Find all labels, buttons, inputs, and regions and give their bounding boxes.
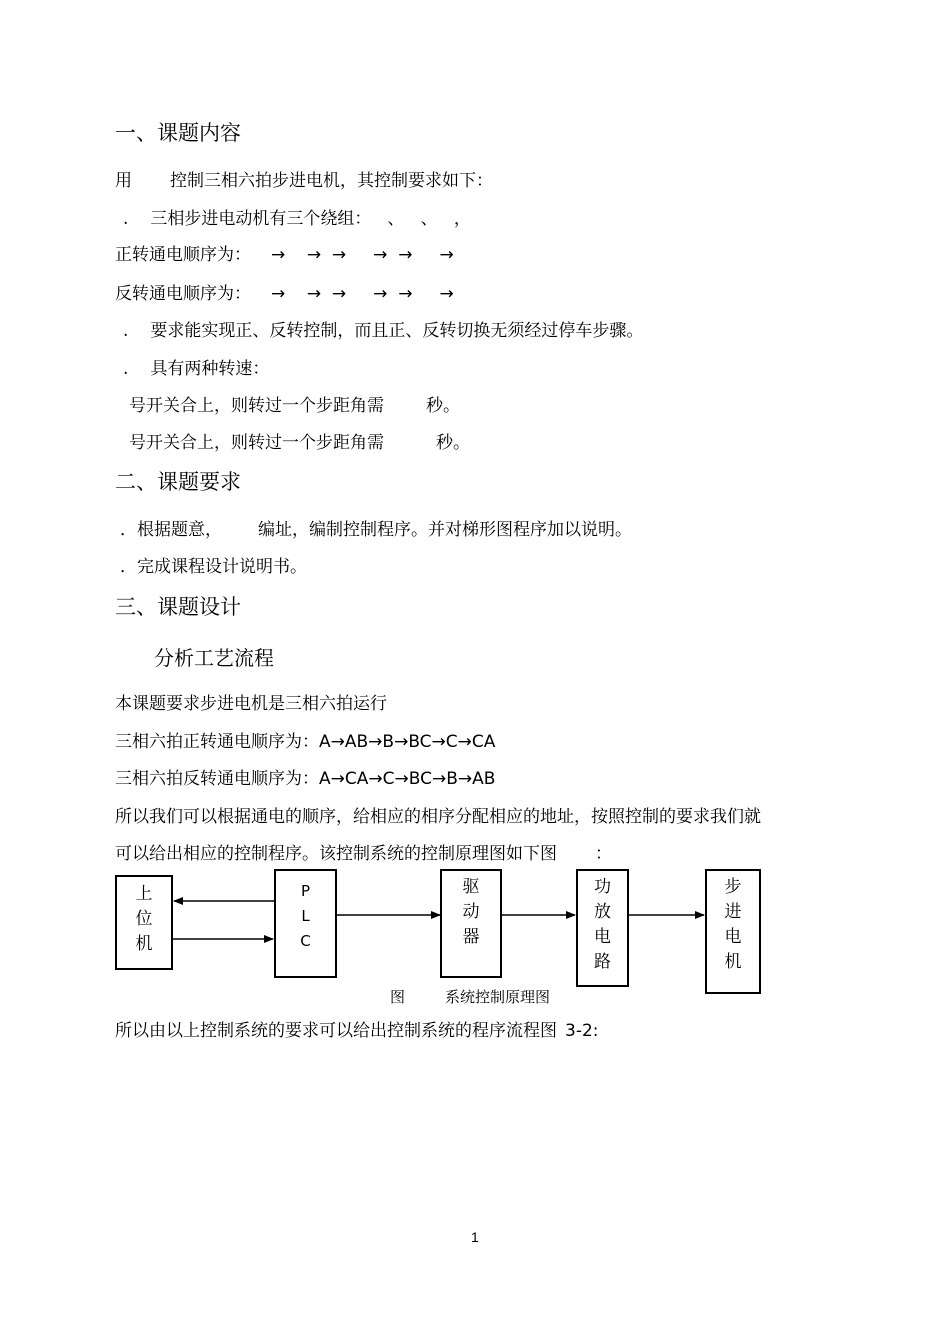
item1-text: 三相步进电动机有三个绕组： [150, 209, 372, 229]
paragraph-1: 本课题要求步进电机是三相六拍运行 [115, 694, 387, 714]
paragraph-6-figref: 3-2: [565, 1021, 599, 1041]
intro-prefix: 用 [115, 171, 132, 191]
section1-heading: 一、课题内容 [115, 121, 241, 145]
section3-subheading: 分析工艺流程 [154, 646, 274, 670]
plc-char-2: L [301, 907, 310, 925]
caption-title: 系统控制原理图 [445, 988, 551, 1006]
page-number: 1 [471, 1229, 479, 1245]
amp-char-4: 路 [594, 952, 611, 972]
item2-text: 要求能实现正、反转控制，而且正、反转切换无须经过停车步骤。 [150, 321, 644, 341]
speed2-unit: 秒。 [436, 433, 470, 453]
forward-arrows: → → → → → → [271, 245, 454, 265]
forward-order-label: 正转通电顺序为： [115, 245, 251, 265]
amplifier-circuit-box [576, 869, 629, 987]
requirement1-text-b: 编址，编制控制程序。并对梯形图程序加以说明。 [258, 520, 632, 540]
forward-sequence: A→AB→B→BC→C→CA [319, 732, 496, 752]
caption-figure-label: 图 [390, 988, 406, 1006]
paragraph-6 [115, 1020, 599, 1042]
diagram-caption [390, 987, 550, 1007]
item2-dot: . [123, 321, 129, 341]
paragraph-4: 所以我们可以根据通电的顺序，给相应的相序分配相应的地址，按照控制的要求我们就 [115, 807, 761, 827]
amp-char-3: 电 [594, 927, 611, 947]
speed1-unit: 秒。 [426, 396, 460, 416]
plc-box [274, 869, 337, 978]
paragraph-5-colon: ： [595, 844, 612, 864]
upper-char-2: 位 [135, 909, 153, 929]
reverse-arrows: → → → → → → [271, 284, 454, 304]
amp-char-2: 放 [594, 902, 611, 922]
upper-computer-box [115, 875, 173, 970]
driver-char-1: 驱 [462, 877, 480, 897]
requirement2-line: ．完成课程设计说明书。 [120, 557, 307, 577]
forward-sequence-label: 三相六拍正转通电顺序为： [115, 732, 319, 752]
plc-char-1: P [300, 882, 311, 900]
motor-char-4: 机 [724, 952, 742, 972]
reverse-order-label: 反转通电顺序为： [115, 284, 251, 304]
item3-dot: . [123, 359, 129, 379]
intro-text: 控制三相六拍步进电机，其控制要求如下： [170, 171, 493, 191]
reverse-sequence-label: 三相六拍反转通电顺序为： [115, 769, 319, 789]
amp-char-1: 功 [594, 877, 611, 897]
reverse-sequence: A→CA→C→BC→B→AB [319, 769, 496, 789]
item1-separators: 、 、 ， [387, 209, 471, 229]
motor-char-1: 步 [724, 877, 742, 897]
speed2-text: 号开关合上，则转过一个步距角需 [129, 433, 384, 453]
stepper-motor-box [705, 869, 761, 994]
requirement1-text-a: ．根据题意， [120, 520, 222, 540]
paragraph-5-text: 可以给出相应的控制程序。该控制系统的控制原理图如下图 [115, 844, 557, 864]
motor-char-3: 电 [724, 927, 742, 947]
section3-heading: 三、课题设计 [115, 595, 241, 619]
section2-heading: 二、课题要求 [115, 470, 241, 494]
driver-char-2: 动 [462, 902, 480, 922]
upper-char-3: 机 [135, 934, 153, 954]
item3-text: 具有两种转速： [150, 359, 270, 379]
upper-char-1: 上 [135, 884, 153, 904]
speed1-text: 号开关合上，则转过一个步距角需 [129, 396, 384, 416]
motor-char-2: 进 [724, 902, 742, 922]
item1-dot: . [123, 209, 129, 229]
plc-char-3: C [300, 932, 311, 950]
driver-box [440, 869, 502, 978]
paragraph-6-text: 所以由以上控制系统的要求可以给出控制系统的程序流程图 [115, 1021, 557, 1041]
driver-char-3: 器 [462, 927, 480, 947]
